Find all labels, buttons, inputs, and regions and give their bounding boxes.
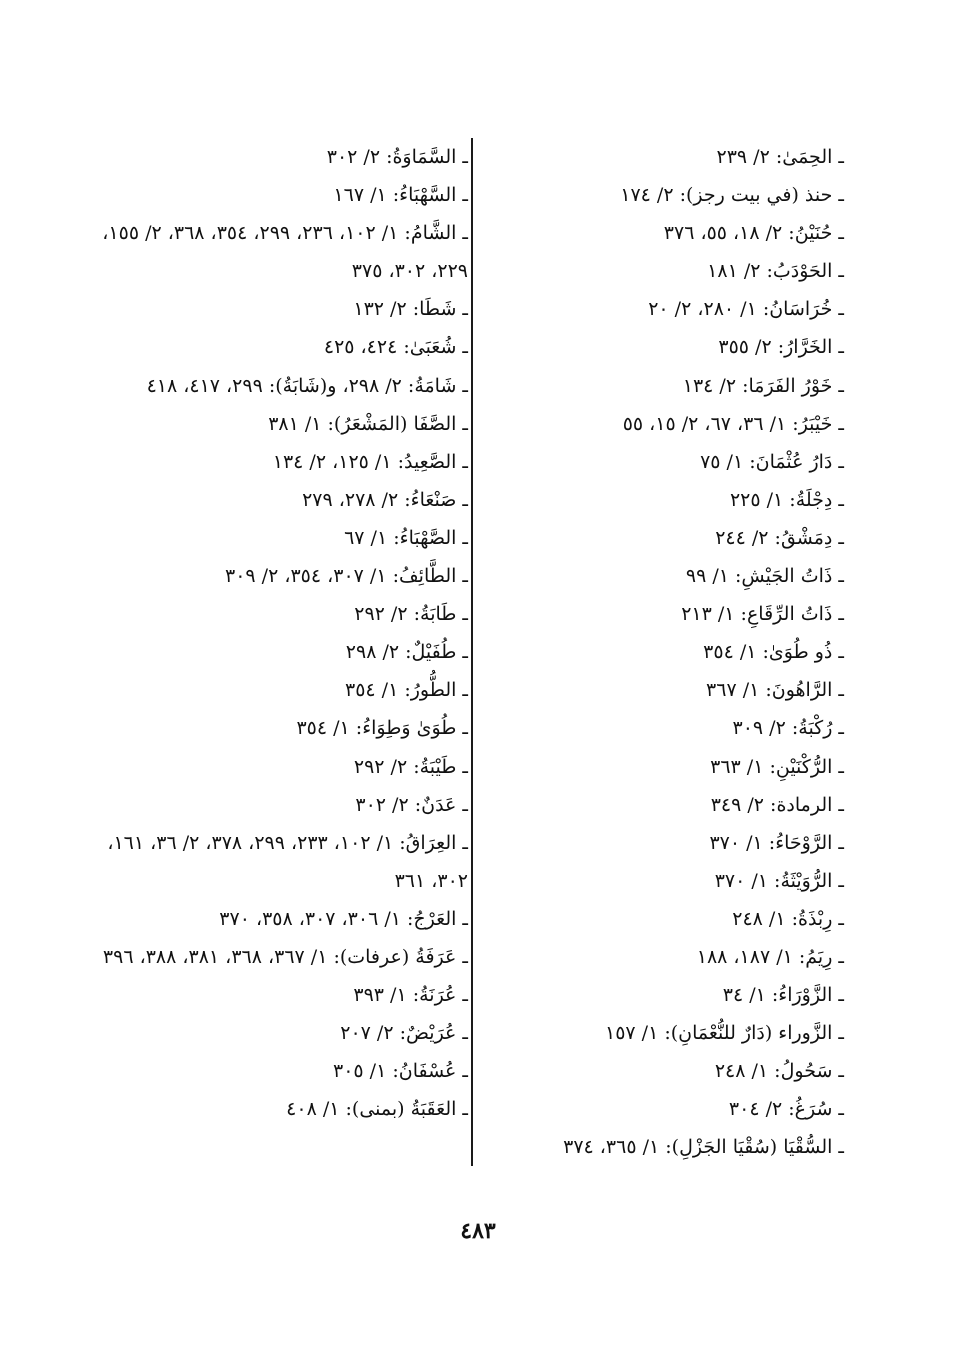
index-entry: ـ عَدَنٌ: ٢/ ٣٠٢: [355, 793, 468, 816]
index-entry: ـ طَابَةُ: ٢/ ٢٩٢: [354, 603, 468, 626]
index-entry: ـ الحَوْدَبُ: ٢/ ١٨١: [707, 260, 844, 283]
index-entry: ـ رِبْذَةُ: ١/ ٢٤٨: [732, 907, 844, 930]
index-entry: ـ الصَّفَا (المَشْعَرُ): ١/ ٣٨١: [268, 412, 468, 435]
index-entry: ـ دِمَشْقُ: ٢/ ٢٤٤: [715, 526, 844, 549]
index-entry: ـ الخَرَّارُ: ٢/ ٣٥٥: [718, 336, 844, 359]
index-entry: ـ الحِمَىٰ: ٢/ ٢٣٩: [716, 146, 844, 168]
index-entry: ـ حُنَيْنُ: ٢/ ١٨، ٥٥، ٣٧٦: [663, 222, 844, 245]
index-entry: ـ حنذ (في بيت رجز): ٢/ ١٧٤: [620, 184, 844, 207]
index-entry: ـ السَّمَاوَةُ: ٢/ ٣٠٢: [326, 146, 468, 168]
index-entry: ـ سُرَغُ: ٢/ ٣٠٤: [728, 1098, 844, 1121]
index-entry: ـ خُرَاسَانُ: ١/ ٢٨٠، ٢/ ٢٠: [648, 298, 844, 321]
index-entry: ـ الرُّوَيْثَةُ: ١/ ٣٧٠: [714, 869, 844, 892]
index-entry: ـ السُّقْيَا (سُقْيَا الجَزْلِ): ١/ ٣٦٥، ٣٧٤: [563, 1136, 844, 1159]
index-entry: ـ رُكْبَةُ: ٢/ ٣٠٩: [732, 717, 844, 740]
index-entry: ـ عَرَفَةُ (عرفات): ١/ ٣٦٧، ٣٦٨، ٣٨١، ٣٨٨، ٣٩٦: [102, 945, 468, 968]
index-entry: ـ دِجْلَةُ: ١/ ٢٢٥: [729, 488, 844, 511]
index-column-right: [492, 138, 844, 1167]
index-entry: ـ رِيَمُ: ١/ ١٨٧، ١٨٨: [696, 945, 844, 968]
index-entry: ـ دَارُ عُثْمَانَ: ١/ ٧٥: [700, 450, 844, 473]
index-entry: ـ الزَّوْرَاءُ: ١/ ٣٤: [722, 984, 844, 1007]
index-entry: ـ شَطَا: ٢/ ١٣٢: [353, 298, 468, 321]
index-entry: ـ خَيْبَرُ: ١/ ٣٦، ٦٧، ٢/ ١٥، ٥٥: [622, 412, 844, 435]
column-divider: [471, 138, 473, 1166]
index-entry: ـ السَّهْبَاءُ: ١/ ١٦٧: [333, 184, 468, 207]
index-entry: ـ طَيْبَةُ: ٢/ ٢٩٢: [353, 755, 468, 778]
index-entry: ـ الرُّكْنَيْنِ: ١/ ٣٦٣: [710, 755, 844, 778]
index-entry: ـ عُسْفَانُ: ١/ ٣٠٥: [333, 1060, 468, 1083]
index-entry: ـ ذُو طُوَىٰ: ١/ ٣٥٤: [703, 641, 844, 664]
index-entry: ـ العِرَاقُ: ١/ ١٠٢، ٢٣٣، ٢٩٩، ٣٧٨، ٢/ ٣٦، ١٦١، ٣٠٢، ٣٦١: [107, 831, 468, 892]
index-entry: ـ الشَّامُ: ١/ ١٠٢، ٢٣٦، ٢٩٩، ٣٥٤، ٣٦٨، ٢/ ١٥٥، ٢٢٩، ٣٠٢، ٣٧٥: [102, 222, 468, 283]
index-entry: ـ عُرَنَةُ: ١/ ٣٩٣: [353, 984, 468, 1007]
index-entry: ـ الزَّوراء (دَارٌ للنُّعْمَانِ): ١/ ١٥٧: [605, 1022, 844, 1045]
index-entry: ـ ذَاتُ الرِّقَاعِ: ١/ ٢١٣: [681, 603, 844, 626]
index-entry: ـ الرمادة: ٢/ ٣٤٩: [710, 793, 844, 816]
index-entry: ـ الطَّائِفُ: ١/ ٣٠٧، ٣٥٤، ٢/ ٣٠٩: [224, 565, 468, 588]
index-entry: ـ الرَّوْحَاءُ: ١/ ٣٧٠: [709, 831, 844, 854]
index-entry: ـ العَقَبَةُ (بمنى): ١/ ٤٠٨: [286, 1098, 468, 1121]
index-column-left: [98, 138, 468, 1128]
index-entry: ـ شَامَةُ: ٢/ ٢٩٨، و(شَابَةُ): ٢٩٩، ٤١٧، ٤١٨: [146, 374, 468, 397]
index-entry: ـ سَحُولُ: ١/ ٢٤٨: [714, 1060, 844, 1083]
index-entry: ـ الصَّعِيدُ: ١/ ١٢٥، ٢/ ١٣٤: [272, 450, 468, 473]
page-number: ٤٨٣: [460, 1218, 496, 1244]
index-entry: ـ عُرَيْضٌ: ٢/ ٢٠٧: [340, 1022, 468, 1045]
index-entry: ـ الصَّهْبَاءُ: ١/ ٦٧: [344, 526, 468, 549]
index-entry: ـ خَوْرُ الفَرَمَا: ٢/ ١٣٤: [682, 374, 844, 397]
index-entry: ـ طُفَيْلٌ: ٢/ ٢٩٨: [345, 641, 468, 664]
index-entry: ـ الطُّورُ: ١/ ٣٥٤: [345, 679, 468, 702]
index-entry: ـ شُعَبَىٰ: ٤٢٤، ٤٢٥: [323, 336, 468, 359]
index-entry: ـ صَنْعَاءُ: ٢/ ٢٧٨، ٢٧٩: [302, 488, 468, 511]
index-entry: ـ ذَاتُ الجَيْشِ: ١/ ٩٩: [685, 565, 844, 588]
index-entry: ـ طُوَىٰ وَطِوَاءُ: ١/ ٣٥٤: [296, 717, 468, 740]
index-entry: ـ الرَّاهُونَ: ١/ ٣٦٧: [706, 679, 844, 702]
index-entry: ـ العَرْجُ: ١/ ٣٠٦، ٣٠٧، ٣٥٨، ٣٧٠: [219, 907, 468, 930]
